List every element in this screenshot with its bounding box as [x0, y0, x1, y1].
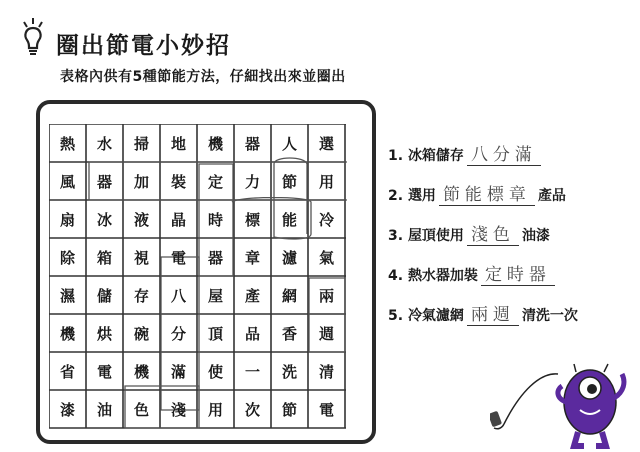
- grid-cell[interactable]: 色: [133, 400, 149, 419]
- question-5: [388, 300, 578, 326]
- grid-cell[interactable]: 電: [170, 248, 186, 267]
- grid-cell[interactable]: 加: [133, 172, 149, 191]
- grid-cell[interactable]: 扇: [59, 210, 75, 229]
- grid-cell[interactable]: 晶: [170, 210, 186, 229]
- grid-cell[interactable]: 分: [170, 324, 186, 343]
- grid-cell[interactable]: 人: [281, 134, 297, 153]
- worksheet-instruction: 表格內供有5種節能方法，仔細找出來並圈出: [60, 69, 346, 85]
- grid-cell[interactable]: 定: [207, 172, 223, 191]
- grid-cell[interactable]: 屋: [207, 286, 223, 305]
- grid-cell[interactable]: 省: [59, 362, 75, 381]
- grid-cell[interactable]: 週: [318, 324, 334, 343]
- grid-cell[interactable]: 標: [244, 210, 260, 229]
- grid-cell[interactable]: 除: [59, 248, 75, 267]
- grid-cell[interactable]: 氣: [318, 248, 334, 267]
- grid-cell[interactable]: 網: [281, 286, 297, 305]
- grid-cell[interactable]: 淺: [170, 400, 186, 419]
- grid-cell[interactable]: 電: [318, 400, 334, 419]
- grid-cell[interactable]: 裝: [170, 172, 186, 191]
- question-number: 1.: [388, 148, 404, 164]
- grid-cell[interactable]: 碗: [133, 324, 149, 343]
- grid-cell[interactable]: 一: [244, 362, 260, 381]
- grid-cell[interactable]: 滿: [170, 362, 186, 381]
- question-3: [388, 220, 550, 246]
- question-suffix: 產品: [537, 188, 566, 204]
- grid-cell[interactable]: 機: [59, 324, 75, 343]
- question-number: 2.: [388, 188, 404, 204]
- grid-cell[interactable]: 地: [170, 134, 186, 153]
- grid-cell[interactable]: 儲: [96, 286, 112, 305]
- question-suffix: 清洗一次: [521, 308, 578, 324]
- grid-cell[interactable]: 八: [170, 286, 186, 305]
- grid-cell[interactable]: 選: [318, 134, 334, 153]
- grid-cell[interactable]: 機: [207, 134, 223, 153]
- question-prefix: 選用: [407, 188, 436, 204]
- question-prefix: 冷氣濾網: [407, 308, 464, 324]
- grid-cell[interactable]: 風: [59, 172, 75, 191]
- grid-cell[interactable]: 器: [207, 248, 223, 267]
- question-2: [388, 180, 566, 206]
- plug-monster-mascot-icon: [490, 352, 630, 450]
- grid-cell[interactable]: 存: [133, 286, 149, 305]
- question-prefix: 熱水器加裝: [407, 268, 478, 284]
- grid-cell[interactable]: 漆: [59, 400, 75, 419]
- grid-cell[interactable]: 清: [318, 362, 334, 381]
- grid-cell[interactable]: 冷: [318, 210, 334, 229]
- grid-cell[interactable]: 烘: [96, 324, 112, 343]
- answer-field[interactable]: 定時器: [481, 260, 555, 286]
- grid-cell[interactable]: 器: [96, 172, 112, 191]
- answer-field[interactable]: 八分滿: [467, 140, 541, 166]
- grid-cell[interactable]: 濕: [59, 286, 75, 305]
- grid-cell[interactable]: 洗: [281, 362, 297, 381]
- grid-cell[interactable]: 濾: [281, 248, 297, 267]
- grid-cell[interactable]: 節: [281, 172, 297, 191]
- grid-cell[interactable]: 品: [244, 324, 260, 343]
- grid-cell[interactable]: 水: [96, 134, 112, 153]
- question-number: 4.: [388, 268, 404, 284]
- answer-field[interactable]: 淺色: [467, 220, 519, 246]
- question-suffix: 油漆: [521, 228, 550, 244]
- grid-cell[interactable]: 箱: [96, 248, 112, 267]
- question-1: [388, 140, 544, 166]
- question-4: [388, 260, 558, 286]
- grid-cell[interactable]: 用: [207, 400, 223, 419]
- question-prefix: 冰箱儲存: [407, 148, 464, 164]
- grid-cell[interactable]: 視: [133, 248, 149, 267]
- grid-cell[interactable]: 次: [244, 400, 260, 419]
- answer-field[interactable]: 節能標章: [439, 180, 535, 206]
- question-number: 3.: [388, 228, 404, 244]
- question-prefix: 屋頂使用: [407, 228, 464, 244]
- grid-cell[interactable]: 使: [207, 362, 223, 381]
- grid-cell[interactable]: 掃: [133, 134, 149, 153]
- grid-cell[interactable]: 油: [96, 400, 112, 419]
- grid-cell[interactable]: 機: [133, 362, 149, 381]
- grid-cell[interactable]: 電: [96, 362, 112, 381]
- grid-cell[interactable]: 熱: [59, 134, 75, 153]
- grid-cell[interactable]: 時: [207, 210, 223, 229]
- grid-cell[interactable]: 用: [318, 172, 334, 191]
- answer-field[interactable]: 兩週: [467, 300, 519, 326]
- grid-cell[interactable]: 力: [244, 172, 260, 191]
- grid-cell[interactable]: 香: [281, 324, 297, 343]
- lightbulb-icon: [18, 18, 48, 56]
- question-number: 5.: [388, 308, 404, 324]
- grid-cell[interactable]: 章: [244, 248, 260, 267]
- grid-cell[interactable]: 能: [281, 210, 297, 229]
- grid-cell[interactable]: 兩: [318, 286, 334, 305]
- grid-cell[interactable]: 器: [244, 134, 260, 153]
- grid-cell[interactable]: 液: [133, 210, 149, 229]
- grid-cell[interactable]: 節: [281, 400, 297, 419]
- grid-cell[interactable]: 產: [244, 286, 260, 305]
- grid-cell[interactable]: 頂: [207, 324, 223, 343]
- worksheet-title: 圈出節電小妙招: [56, 33, 231, 59]
- grid-cell[interactable]: 冰: [96, 210, 112, 229]
